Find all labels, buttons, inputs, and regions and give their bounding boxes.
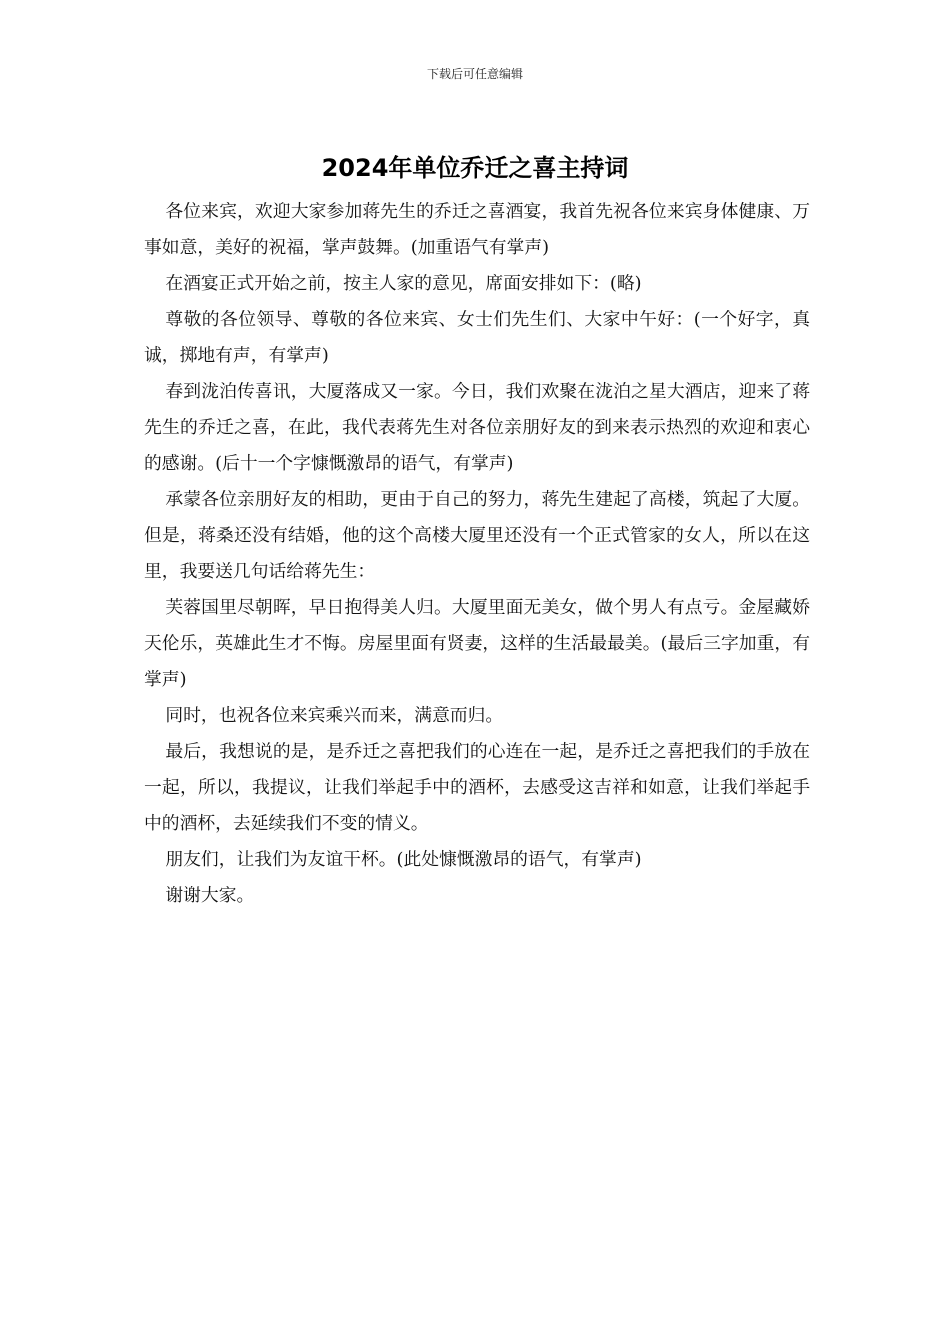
paragraph-10: 谢谢大家。 [165,885,255,906]
document-body [144,194,810,914]
paragraph-2: 在酒宴正式开始之前，按主人家的意见，席面安排如下：(略) [165,273,642,294]
paragraph-1: 各位来宾，欢迎大家参加蒋先生的乔迁之喜酒宴，我首先祝各位来宾身体健康、万事如意，美好的祝福，掌声鼓舞。(加重语气有掌声) [144,201,810,258]
paragraph-8: 最后，我想说的是，是乔迁之喜把我们的心连在一起，是乔迁之喜把我们的手放在一起，所以，我提议，让我们举起手中的酒杯，去感受这吉祥和如意，让我们举起手中的酒杯，去延续我们不变的情义。 [144,741,810,834]
paragraph-3: 尊敬的各位领导、尊敬的各位来宾、女士们先生们、大家中午好：(一个好字，真诚，掷地有声，有掌声) [144,309,810,366]
document-title: 2024年单位乔迁之喜主持词 [321,154,629,182]
paragraph-7: 同时，也祝各位来宾乘兴而来，满意而归。 [165,705,504,726]
paragraph-4: 春到泷泊传喜讯，大厦落成又一家。今日，我们欢聚在泷泊之星大酒店，迎来了蒋先生的乔迁之喜，在此，我代表蒋先生对各位亲朋好友的到来表示热烈的欢迎和衷心的感谢。(后十一个字慷慨激昂的语气，有掌声) [144,381,810,474]
paragraph-6: 芙蓉国里尽朝晖，早日抱得美人归。大厦里面无美女，做个男人有点亏。金屋藏娇天伦乐，英雄此生才不悔。房屋里面有贤妻，这样的生活最最美。(最后三字加重，有掌声) [144,597,810,690]
paragraph-5: 承蒙各位亲朋好友的相助，更由于自己的努力，蒋先生建起了高楼，筑起了大厦。但是，蒋桑还没有结婚，他的这个高楼大厦里还没有一个正式管家的女人，所以在这里，我要送几句话给蒋先生： [144,489,810,582]
paragraph-9: 朋友们，让我们为友谊干杯。(此处慷慨激昂的语气，有掌声) [165,849,642,870]
header-note: 下载后可任意编辑 [426,67,523,81]
